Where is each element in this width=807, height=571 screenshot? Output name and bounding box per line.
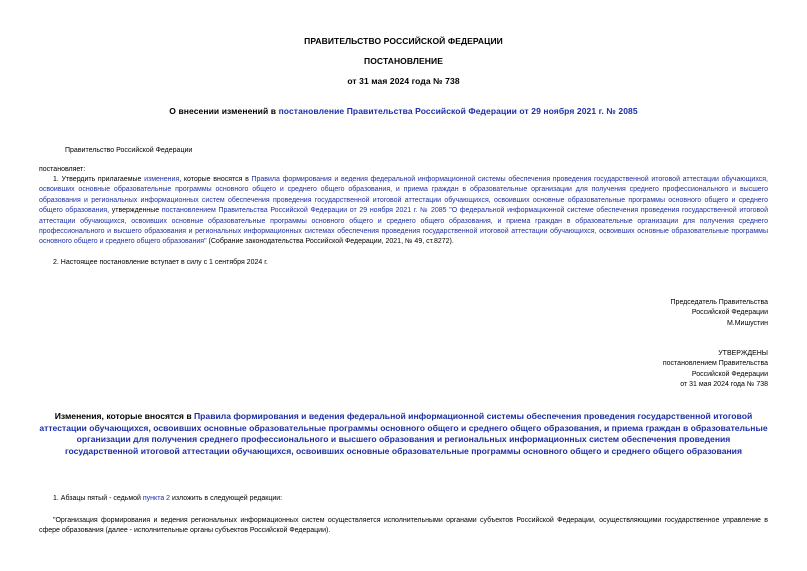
document-title (0, 106, 807, 116)
signature-name: М.Мишустин (726, 319, 768, 327)
approval-by: постановлением Правительства (662, 360, 768, 368)
item1-text-a: 1. Утвердить прилагаемые (53, 176, 145, 183)
decides-text: постановляет: (39, 166, 86, 173)
item1-link-rules[interactable]: Правила формирования и ведения федеральной информационной системы обеспечения проведения государственной итоговой аттестации обучающихся, освоивших основные образовательные программы основного общего и среднего общего образования, и приема граждан в образовательные организации для получения среднего профессионального и высшего образования и региональных информационных систем обеспечения проведения государственной итоговой аттестации обучающихся, освоивших основные образовательные программы основного общего и среднего общего образования (39, 176, 768, 215)
amendment-text-a: 1. Абзацы пятый - седьмой (53, 495, 143, 502)
amendment-item-1 (53, 494, 282, 504)
government-text: Правительство Российской Федерации (65, 147, 193, 154)
signature-position: Председатель Правительства (670, 299, 768, 306)
approval-country: Российской Федерации (691, 370, 768, 378)
approval-date-number: от 31 мая 2024 года № 738 (680, 381, 768, 389)
title-link[interactable]: постановление Правительства Российской Федерации от 29 ноября 2021 г. № 2085 (278, 106, 638, 116)
decree-item-2: 2. Настоящее постановление вступает в силу с 1 сентября 2024 г. (53, 259, 268, 266)
document-date-number: от 31 мая 2024 года № 738 (347, 76, 460, 86)
changes-prefix: Изменения, которые вносятся в (54, 411, 194, 421)
approval-block (663, 349, 768, 391)
amendment-quote: "Организация формирования и ведения региональных информационных систем осуществляется исполнительными органами субъектов Российской Федерации, осуществляющими государственное управление в сфере образования (далее - исполнительные органы субъектов Российской Федерации). (39, 517, 768, 535)
amendment-point-link[interactable]: пункта 2 (142, 495, 171, 502)
changes-rules-link[interactable]: Правила формирования и ведения федеральной информационной системы обеспечения проведения государственной итоговой аттестации обучающихся, освоивших основные образовательные программы основного общего и среднего общего образования, и приема граждан в образовательные организации для получения среднего профессионального и высшего образования и региональных информационных систем обеспечения проведения государственной итоговой аттестации обучающихся, освоивших основные образовательные программы основного общего и среднего общего образования (39, 411, 768, 456)
changes-heading (39, 411, 768, 457)
signature-block (671, 298, 768, 329)
item1-link-changes[interactable]: изменения (144, 176, 180, 183)
document-type-heading: ПОСТАНОВЛЕНИЕ (364, 56, 443, 66)
approval-title: УТВЕРЖДЕНЫ (718, 350, 768, 357)
item1-link-resolution[interactable]: постановлением Правительства Российской Федерации от 29 ноября 2021 г. № 2085 "О федеральной информационной системе обеспечения проведения государственной итоговой аттестации обучающихся, освоивших основные образовательные программы основного общего и среднего общего образования, и приема граждан в образовательные организации для получения среднего профессионального и высшего образования и региональных информационных системах обеспечения проведения государственной итоговой аттестации обучающихся, освоивших основные образовательные программы основного общего и среднего общего образования" (39, 207, 768, 246)
decree-item-1 (39, 175, 768, 248)
title-prefix: О внесении изменений в (169, 106, 279, 116)
government-heading: ПРАВИТЕЛЬСТВО РОССИЙСКОЙ ФЕДЕРАЦИИ (304, 36, 503, 46)
item1-text-d: (Собрание законодательства Российской Федерации, 2021, № 49, ст.8272). (206, 238, 454, 246)
item1-text-b: , которые вносятся в (179, 176, 252, 183)
item1-text-c: , утвержденные (107, 207, 162, 215)
amendment-text-b: изложить в следующей редакции: (170, 495, 283, 502)
signature-country: Российской Федерации (691, 309, 768, 317)
